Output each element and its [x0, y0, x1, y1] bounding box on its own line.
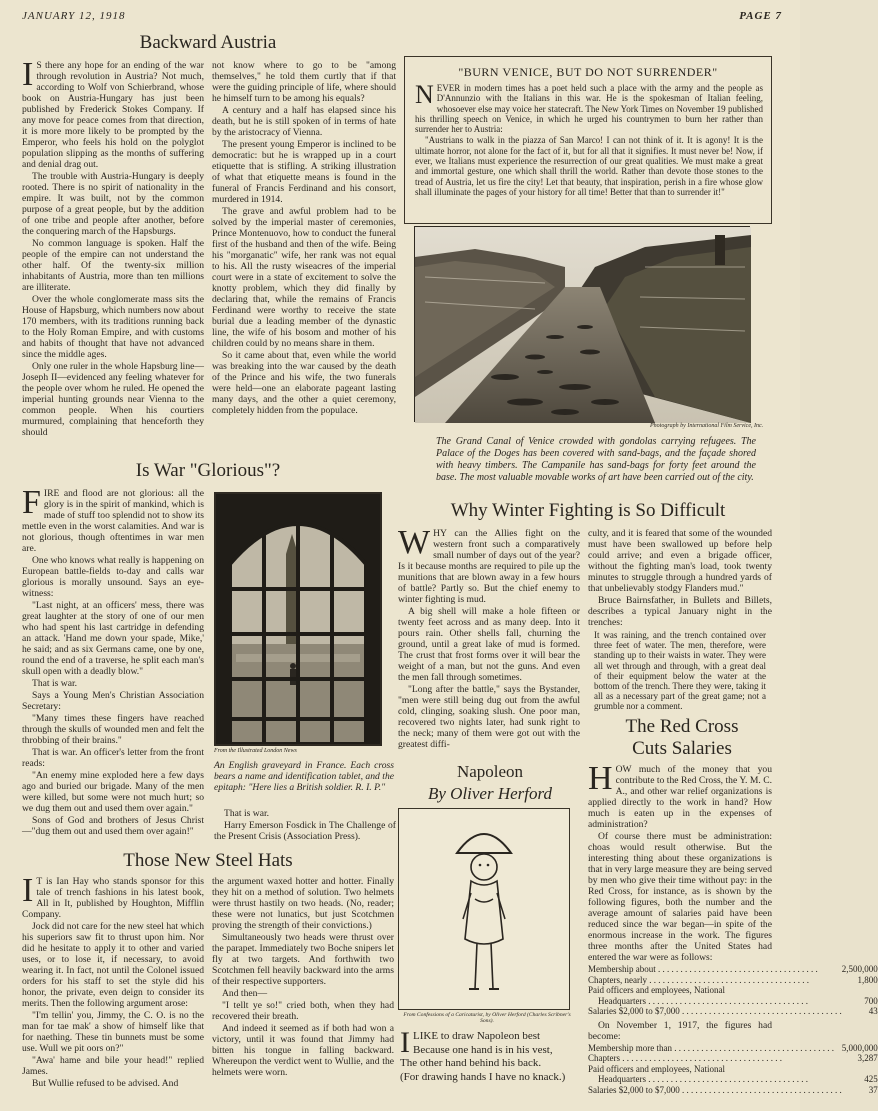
stats-label: Chapters, nearly . . .: [588, 975, 842, 986]
stats-label: Paid officers and employees, National: [588, 1063, 726, 1074]
war-glorious-source: [214, 808, 396, 844]
paragraph: A big shell will make a hole fifteen or twenty feet across and as many deep. Into it pours rain. Other shells fall, churning the ground, until a great lake of mud is formed. The crust that frost forms over it will bear the weight of a man, but not the guns. And even the men fall through sometimes.: [398, 606, 580, 683]
paragraph: Over the whole conglomerate mass sits the House of Hapsburg, which numbers now about 170 members, with its traditions running back to the Holy Roman Empire, and with customs and habits of thought that have not advanced since the middle ages.: [22, 294, 204, 360]
paragraph: The grave and awful problem had to be solved by the imperial master of ceremonies, Prince Montenuovo, how to conduct the funeral first of the husband and then of the wife. Being his "morganatic" wife, her rank was not equal to his. All the rusty wiseacres of the imperial court were in a state of excitement to solve the knotty problem, which they did finally by declaring that, while the remains of Francis Ferdinand were worthy to receive the state burial due a leading member of the dynastic line, the wife of his bosom and mother of his children could by no means share in them.: [212, 206, 396, 349]
paragraph: OW much of the money that you contribute to the Red Cross, the Y. M. C. A., and other war relief organizations is applied directly to the work in hand? How much is eaten up in the expenses of administration?: [588, 764, 772, 830]
graveyard-photo: [214, 492, 382, 746]
stats-value: 43: [868, 1006, 878, 1016]
header-page-number: PAGE 7: [739, 10, 782, 22]
stats-label: Membership about . . .: [588, 964, 842, 975]
stats-value: 3,287: [857, 1053, 878, 1063]
stats-value: 425: [864, 1074, 878, 1084]
stats-label: Headquarters . . .: [588, 1074, 842, 1085]
paragraph: EVER in modern times has a poet held such a place with the army and the people as D'Annunzio with the Italians in this war. He is the spokesman of Italian feeling, whosoever else may voice her statecraft. The New York Times on November 19 published his thrilling speech on Venice, in which he urged his countrymen to burn her rather than surrender her to Austria:: [415, 83, 763, 135]
paragraph: Bruce Bairnsfather, in Bullets and Billets, describes a typical January night in the trenches:: [588, 595, 772, 628]
paragraph: T is Ian Hay who stands sponsor for this tale of trench fashions in his latest book, All in It, published by Houghton, Mifflin Company.: [22, 876, 204, 920]
stats-value: 37: [868, 1084, 878, 1095]
grand-canal-image: [415, 227, 751, 423]
red-cross-stats-before: [588, 964, 878, 1017]
venice-photo-credit: Photograph by International Film Service, Inc.: [650, 423, 764, 429]
verse-line: (For drawing hands I have no knack.): [400, 1070, 566, 1083]
napoleon-verse: [400, 1026, 584, 1090]
verse-line: Because one hand is in his vest,: [413, 1043, 553, 1056]
verse-line: The other hand behind his back.: [400, 1057, 542, 1070]
paragraph: not know where to go to be "among themselves," he told them curtly that if that were the guiding principle of life, where should he himself turn to be among his equals?: [212, 60, 396, 104]
paragraph: The present young Emperor is inclined to be democratic: but he is wrapped up in a court etiquette that is stifling. A striking illustration of what that etiquette means is found in the funeral of Francis Ferdinand and his consort, murdered in 1914.: [212, 139, 396, 205]
stats-value: 2,500,000: [841, 964, 878, 974]
stats-label: Headquarters . . .: [588, 996, 842, 1007]
paragraph: Says a Young Men's Christian Association Secretary:: [22, 690, 204, 712]
steel-hats-title: Those New Steel Hats: [123, 850, 293, 871]
paragraph: A century and a half has elapsed since his death, but he is still spoken of in terms of hate by the aristocracy of Vienna.: [212, 105, 396, 138]
paragraph: Sons of God and brothers of Jesus Christ—"dug them out and used them over again!": [22, 815, 204, 837]
graveyard-window-image: [216, 494, 380, 744]
paragraph: Jock did not care for the new steel hat which his superiors saw fit to thrust upon him. Nor did he hesitate to apply it to other and varied uses, or to lose it, if necessary, to avoid wearing it. In fact, not until the Colonel issued orders for his staff to set the style did his honor, the private, even deign to consider its merits. Then the following argument arose:: [22, 921, 204, 1009]
paragraph: On November 1, 1917, the figures had become:: [588, 1019, 772, 1042]
paragraph: "I'm tellin' you, Jimmy, the C. O. is no the man for tae mak' a show of himself like that for naething. These tin bunnets must be some use. Wull we pit oors on?": [22, 1010, 204, 1054]
paragraph: And indeed it seemed as if both had won a victory, until it was found that Jimmy had bitten his tongue in falling backward. Whereupon the verdict went to Wullie, and the helmets were worn.: [212, 1023, 394, 1078]
backward-austria-col1: [22, 56, 204, 458]
paragraph: But Wullie refused to be advised. And: [32, 1078, 179, 1089]
stats-label: Salaries $2,000 to $7,000 . . .: [588, 1006, 842, 1017]
paragraph: the argument waxed hotter and hotter. Finally they hit on a method of solution. Two helmets were thrust hastily on two heads. (No, reader; these were not lunatics, but just Scotchmen proving the strength of their convictions.): [212, 876, 394, 931]
paragraph: Harry Emerson Fosdick in The Challenge of the Present Crisis (Association Press).: [214, 820, 396, 842]
napoleon-credit: From Confessions of a Caricaturist, by Oliver Herford (Charles Scribner's Sons).: [403, 1012, 571, 1024]
stats-value: 700: [864, 995, 878, 1006]
paragraph: "Austrians to walk in the piazza of San Marco! I can not think of it. It is agony! It is the ultimate horror, not alone for the fact of it, but for all that it signifies. It must never be! Now, if ever, we Italians must experience the resurrection of our great qualities. We must make a great and immortal gesture, one which shall thrill the world. Rather than devote those stones to the tread of Austria, let us fire the city! Let that beauty, that inspiration, perish in a fire whose glow shall illuminate the pages of your history for all time! Better that than to surrender it!": [415, 135, 763, 197]
stats-row: [588, 975, 878, 986]
drop-cap: I: [400, 1026, 410, 1059]
graveyard-caption: An English graveyard in France. Each cross bears a name and identification tablet, and the epitaph: "Here lies a British soldier. R. I. P.": [214, 760, 394, 793]
backward-austria-col2: [212, 60, 396, 458]
red-cross-stats-after: [588, 1043, 878, 1096]
napoleon-caricature: [399, 809, 569, 1009]
winter-fighting-title: Why Winter Fighting is So Difficult: [450, 500, 726, 521]
paragraph: "I tellt ye so!" cried both, when they had recovered their breath.: [212, 1000, 394, 1022]
paragraph: And then—: [222, 988, 268, 999]
paragraph: That is war.: [224, 808, 270, 819]
war-glorious-col1: [22, 484, 204, 838]
red-cross-title: [590, 716, 774, 760]
paragraph: So it came about that, even while the world was breaking into the war caused by the death of the Prince and his wife, the two funerals were held—one an elaborate pageant lasting many days, and the other a quiet ceremony, completely hidden from the populace.: [212, 350, 396, 416]
paragraph: Simultaneously two heads were thrust over the parapet. Immediately two Boche snipers let fly at two targets. And forthwith two Scotchmen fell heavily backward into the arms of their respective supporters.: [212, 932, 394, 987]
paragraph: S there any hope for an ending of the war through revolution in Austria? Not much, according to Wolf von Schierbrand, whose book on Austria-Hungary has just been published by Frederick Stokes Company. If any move for peace comes from that direction, it is more more likely to be prompted by the Emperor, who feels his hold on the polyglot population slipping as the months of suffering and denial drag out.: [22, 60, 204, 170]
paragraph: Only one ruler in the whole Hapsburg line—Joseph II—evidenced any feeling whatever for the people over whom he ruled. He opened the imperial hunting grounds near Vienna to the common people. When his courtiers murmured, complaining that henceforth they should: [22, 361, 204, 438]
stats-row: [588, 996, 878, 1007]
stats-row: [588, 1074, 878, 1085]
napoleon-title: Napoleon: [456, 762, 524, 781]
stats-row: [588, 964, 878, 975]
drop-cap: W: [398, 524, 431, 561]
page-header: [22, 10, 782, 26]
header-date: JANUARY 12, 1918: [22, 10, 126, 22]
graveyard-photo-credit: From the Illustrated London News: [214, 748, 297, 754]
paragraph: "Awa' hame and bile your head!" replied James.: [22, 1055, 204, 1077]
stats-row: [588, 1053, 878, 1064]
stats-value: 5,000,000: [841, 1042, 878, 1053]
red-cross-col: [588, 760, 878, 1095]
steel-hats-col2: [212, 876, 394, 1094]
drop-cap: N: [415, 80, 434, 109]
stats-row: [588, 1085, 878, 1096]
verse-line: LIKE to draw Napoleon best: [413, 1030, 541, 1042]
red-cross-title-line2: Cuts Salaries: [632, 738, 732, 759]
venice-title: "BURN VENICE, BUT DO NOT SURRENDER": [458, 65, 718, 79]
war-glorious-title: Is War "Glorious"?: [135, 460, 281, 481]
paragraph: IRE and flood are not glorious: all the glory is in the spirit of mankind, which is made of stuff too splendid not to show its mettle even in the worst calamities. And war is not glorious, though oftentimes in war men are.: [22, 488, 204, 554]
stats-label: Membership more than . . .: [588, 1043, 842, 1054]
paragraph: The trouble with Austria-Hungary is deeply rooted. There is no spirit of nationality in the empire. It was built, not by the common purpose of a great people, but by the addition of one tribe and people after another, before the conquering march of the Hapsburgs.: [22, 171, 204, 237]
drop-cap: H: [588, 760, 613, 797]
venice-text: [415, 80, 763, 221]
stats-label: Paid officers and employees, National: [588, 985, 726, 995]
stats-row: [588, 1043, 878, 1054]
napoleon-byline: By Oliver Herford: [427, 784, 552, 803]
drop-cap: I: [22, 872, 34, 909]
drop-cap: I: [22, 56, 34, 93]
paragraph: "Last night, at an officers' mess, there was great laughter at the story of one of our men who had spent his last cartridge in defending an attack. 'Hand me down your spade, Mike,' he said; and as six Germans came, one by one, round the end of a traverse, he split each man's skull open with a deadly blow.": [22, 600, 204, 677]
napoleon-drawing-box: [398, 808, 570, 1010]
backward-austria-title: Backward Austria: [139, 32, 277, 53]
stats-label: Chapters . . .: [588, 1053, 842, 1064]
winter-fighting-col2: [588, 528, 772, 712]
red-cross-title-line1: The Red Cross: [625, 716, 739, 737]
paragraph: That is war. An officer's letter from the front reads:: [22, 747, 204, 769]
paragraph: "Many times these fingers have reached through the skulls of wounded men and felt the throbbing of their brains.": [22, 713, 204, 746]
paragraph: "An enemy mine exploded here a few days ago and buried our brigade. Many of the men were killed, but some were not much hurt; so we dug them out and used them over again.": [22, 770, 204, 814]
paragraph: HY can the Allies fight on the western front such a comparatively small number of days out of the year? Is it because months are required to pile up the munitions that are blown away in a few hours of battle? Partly so. But the chief enemy to winter fighting is mud.: [398, 528, 580, 605]
stats-row: [588, 1006, 878, 1017]
stats-row: [588, 1064, 878, 1075]
stats-row: [588, 985, 878, 996]
paragraph: culty, and it is feared that some of the wounded must have been swallowed up before help could arrive; and even a brigade officer, without the fighting man's load, took twenty minutes to struggle through a hundred yards of that unbelievably stodgy Flanders mud.": [588, 528, 772, 594]
venice-caption: The Grand Canal of Venice crowded with gondolas carrying refugees. The Palace of the Doges has been covered with sand-bags, and the façade shored with heavy timbers. The Campanile has sand-bags for forty feet around the base. The most valuable movable works of art have been carried out of the city.: [436, 436, 756, 483]
block-quote: It was raining, and the trench contained over three feet of water. The men, therefore, were standing up to their waists in water. They were all wet through and through, with a great deal of their equipment below the water at the bottom of the trench. There they were, taking it all as a necessary part of the great game; not a grumble nor a comment.: [594, 630, 766, 712]
steel-hats-col1: [22, 872, 204, 1094]
paragraph: "Long after the battle," says the Bystander, "men were still being dug out from the awful cold, clinging, soaking slush. One poor man, recovered two nights later, had sunk right to the neck; many of them were got out with the greatest diffi-: [398, 684, 580, 750]
venice-quote-box: [404, 56, 772, 224]
stats-value: 1,800: [857, 974, 878, 985]
paragraph: Of course there must be administration: choas would result otherwise. But the interesting thing about these organizations is that in very large measure they are being served by men who give their time without pay: in the Red Cross, for instance, as is shown by the following figures, both the number and the average amount of salaries paid have been reduced since the war began—in spite of the enormous increase in the work. The figures three months after the United States had entered the war were as follows:: [588, 831, 772, 963]
paragraph: That is war.: [32, 678, 78, 689]
grand-canal-photo: [414, 226, 750, 422]
winter-fighting-col1: [398, 524, 580, 754]
stats-label: Salaries $2,000 to $7,000 . . .: [588, 1085, 842, 1096]
drop-cap: F: [22, 484, 41, 521]
paragraph: No common language is spoken. Half the people of the empire can not understand the other half. Of the twenty-six million inhabitants of Austria, more than ten millions are illiterate.: [22, 238, 204, 293]
paragraph: One who knows what really is happening on European battle-fields to-day and calls war glorious is morally unsound. Says an eye-witness:: [22, 555, 204, 599]
